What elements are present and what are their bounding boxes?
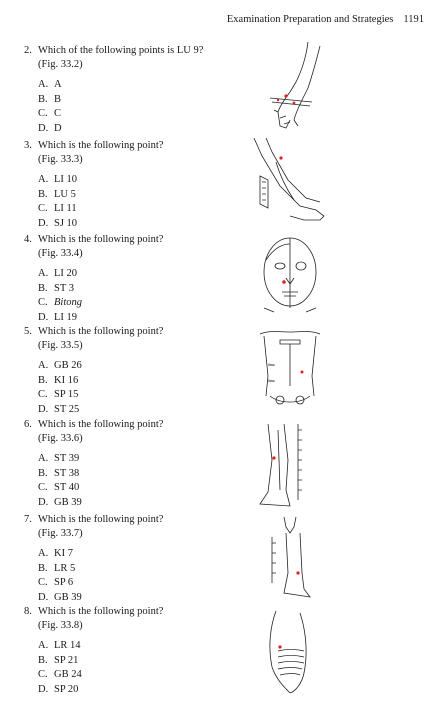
option-a[interactable]: A. KI 7 [38, 548, 73, 559]
question-stem: Which is the following point? [38, 326, 164, 337]
figure-33-3-forearm-illustration [250, 136, 330, 228]
options-list [38, 359, 254, 417]
question-number: 4. [24, 234, 32, 245]
option-a[interactable]: A. ST 39 [38, 453, 80, 464]
option-b[interactable]: B. LU 5 [38, 188, 76, 200]
figure-reference: (Fig. 33.3) [38, 154, 83, 165]
question-stem: Which is the following point? [38, 140, 164, 151]
option-c[interactable]: C. SP 15 [38, 389, 79, 400]
question-5 [24, 325, 254, 417]
option-b[interactable]: B. KI 16 [38, 374, 79, 386]
question-number: 2. [24, 45, 32, 56]
option-d[interactable]: D. ST 25 [38, 403, 80, 415]
question-number: 3. [24, 140, 32, 151]
question-stem: Which of the following points is LU 9? [38, 45, 204, 56]
option-d[interactable]: D. GB 39 [38, 496, 82, 508]
acupoint-marker [282, 280, 286, 284]
figure-reference: (Fig. 33.7) [38, 528, 83, 539]
question-number: 8. [24, 606, 32, 617]
option-a[interactable]: A. LI 20 [38, 268, 78, 279]
page-number: 1191 [403, 14, 424, 25]
figure-reference: (Fig. 33.4) [38, 248, 83, 259]
question-stem: Which is the following point? [38, 234, 164, 245]
question-number: 5. [24, 326, 32, 337]
figure-33-8-side-torso-illustration [250, 607, 330, 699]
option-a[interactable]: A. GB 26 [38, 360, 82, 371]
figure-33-5-torso-illustration [250, 326, 330, 412]
running-head-title: Examination Preparation and Strategies [226, 14, 394, 25]
figure-33-6-leg-illustration [250, 420, 330, 512]
option-b[interactable]: B. ST 3 [38, 282, 74, 294]
acupoint-marker [296, 571, 299, 574]
option-a[interactable]: A. A [38, 79, 62, 90]
option-c[interactable]: C. LI 11 [38, 203, 77, 214]
option-b[interactable]: B. LR 5 [38, 562, 76, 574]
option-b[interactable]: B. B [38, 93, 62, 105]
option-d[interactable]: D. SP 20 [38, 683, 79, 695]
question-stem: Which is the following point? [38, 606, 164, 617]
question-4 [24, 233, 254, 325]
acupoint-marker [279, 156, 282, 159]
question-stem: Which is the following point? [38, 514, 164, 525]
question-3 [24, 139, 254, 231]
figure-33-4-face-illustration [250, 232, 330, 318]
figure-label: lliac [268, 378, 275, 383]
figure-reference: (Fig. 33.8) [38, 620, 83, 631]
acupoint-marker [277, 99, 279, 101]
options-list [38, 267, 254, 325]
running-head [227, 14, 424, 25]
figure-33-2-wrist-illustration [250, 40, 330, 132]
figure-reference: (Fig. 33.5) [38, 340, 83, 351]
acupoint-marker [301, 371, 304, 374]
question-number: 6. [24, 419, 32, 430]
option-c[interactable]: C. Bitong [38, 297, 82, 308]
option-d[interactable]: D. D [38, 122, 62, 134]
options-list [38, 639, 254, 697]
figure-label: lliac [268, 362, 275, 367]
acupoint-marker [284, 94, 287, 97]
question-7 [24, 513, 254, 605]
option-c[interactable]: C. ST 40 [38, 482, 80, 493]
options-list [38, 78, 254, 136]
figure-reference: (Fig. 33.2) [38, 59, 83, 70]
option-c[interactable]: C. C [38, 108, 62, 119]
option-b[interactable]: B. ST 38 [38, 467, 80, 479]
question-number: 7. [24, 514, 32, 525]
option-c[interactable]: C. SP 6 [38, 577, 74, 588]
option-a[interactable]: A. LR 14 [38, 640, 81, 651]
figure-33-7-lower-leg-illustration [250, 513, 330, 605]
question-stem: Which is the following point? [38, 419, 164, 430]
question-2 [24, 44, 254, 136]
option-b[interactable]: B. SP 21 [38, 654, 79, 666]
acupoint-marker [272, 456, 275, 459]
acupoint-marker [278, 645, 281, 648]
options-list [38, 547, 254, 605]
option-c[interactable]: C. GB 24 [38, 669, 82, 680]
acupoint-marker [293, 102, 296, 105]
question-6 [24, 418, 254, 510]
options-list [38, 452, 254, 510]
option-a[interactable]: A. LI 10 [38, 174, 78, 185]
option-d[interactable]: D. LI 19 [38, 311, 78, 323]
figure-reference: (Fig. 33.6) [38, 433, 83, 444]
option-d[interactable]: D. SJ 10 [38, 217, 78, 229]
question-8 [24, 605, 254, 697]
option-d[interactable]: D. GB 39 [38, 591, 82, 603]
options-list [38, 173, 254, 231]
